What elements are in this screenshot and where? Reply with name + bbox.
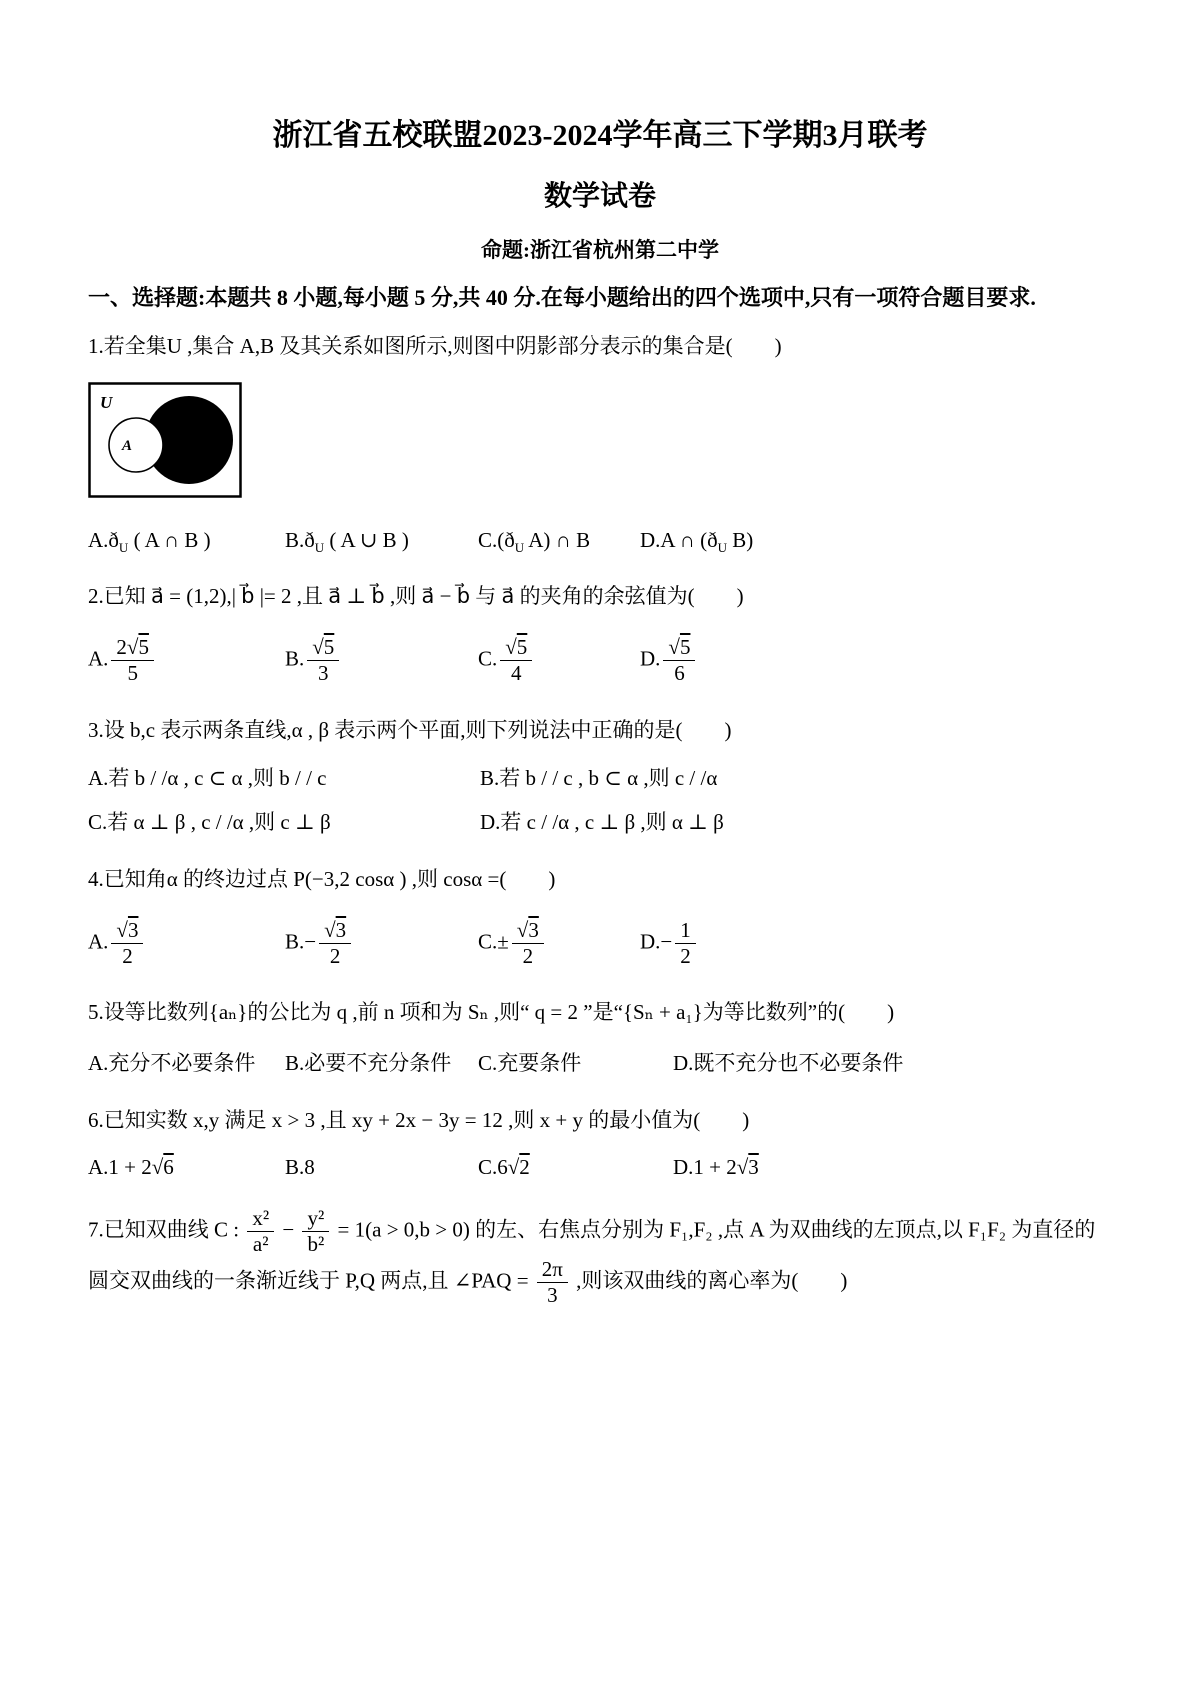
question-6 — [88, 1103, 1112, 1180]
doc-subtitle: 数学试卷 — [543, 181, 656, 212]
option-c: C.± $\frac{√3}{2}$ — [478, 918, 640, 969]
option-a: A.若 b / /α , c ⊂ α ,则 b / / c — [88, 766, 327, 791]
option-d: D.既不充分也不必要条件 — [673, 1050, 904, 1075]
question-3 — [88, 713, 1112, 837]
question-1-options — [88, 528, 1112, 556]
venn-set-a-circle — [109, 418, 163, 472]
question-5-stem: 5.设等比数列{aₙ}的公比为 q ,前 n 项和为 Sₙ ,则“ q = 2 ”是“{Sₙ + a₁}为等比数列”的( ) — [88, 1000, 895, 1025]
question-3-options-row-1 — [88, 762, 1112, 792]
proposer-line: 命题:浙江省杭州第二中学 — [481, 237, 719, 262]
venn-universe-label: U — [100, 393, 113, 413]
option-d: D.− $\frac{1}{2}$ — [640, 918, 699, 969]
question-4 — [88, 862, 1112, 969]
question-5 — [88, 995, 1112, 1077]
section-header: 一、选择题:本题共 8 小题,每小题 5 分,共 40 分.在每小题给出的四个选项中,只有一项符合题目要求. — [88, 284, 1036, 310]
option-c: C. $\frac{√5}{4}$ — [478, 635, 640, 686]
question-2 — [88, 579, 1112, 686]
option-a: A.充分不必要条件 — [88, 1050, 256, 1075]
option-a: A.1 + 2√6 — [88, 1154, 174, 1179]
option-a: A. $\frac{2√5}{5}$ — [88, 635, 285, 686]
option-d: D.若 c / /α , c ⊥ β ,则 α ⊥ β — [480, 810, 724, 835]
option-b: B.必要不充分条件 — [285, 1050, 452, 1075]
question-6-options — [88, 1155, 1112, 1180]
venn-set-a-label: A — [122, 438, 133, 455]
option-b: B.若 b / / c , b ⊂ α ,则 c / /α — [480, 766, 718, 791]
question-3-stem: 3.设 b,c 表示两条直线,α , β 表示两个平面,则下列说法中正确的是( ) — [88, 717, 732, 742]
question-1 — [88, 329, 1112, 554]
option-d: D. $\frac{√5}{6}$ — [640, 635, 698, 686]
question-2-stem: 2.已知 a⃗ = (1,2),| b⃗ |= 2 ,且 a⃗ ⊥ b⃗ ,则 a⃗ − b⃗ 与 a⃗ 的夹角的余弦值为( ) — [88, 584, 744, 609]
question-2-options — [88, 635, 1112, 686]
option-b: B.8 — [285, 1154, 315, 1179]
page-title: 浙江省五校联盟2023-2024学年高三下学期3月联考 — [272, 119, 928, 152]
option-b: $B.ð_U$ ( A ∪ B ) — [285, 528, 409, 556]
question-1-stem: 1.若全集U ,集合 A,B 及其关系如图所示,则图中阴影部分表示的集合是( ) — [88, 333, 782, 358]
question-6-stem: 6.已知实数 x,y 满足 x > 3 ,且 xy + 2x − 3y = 12 ,则 x + y 的最小值为( ) — [88, 1107, 750, 1132]
question-7 — [88, 1206, 1112, 1309]
option-c: C.6√2 — [478, 1154, 530, 1179]
question-4-stem: 4.已知角α 的终边过点 P(−3,2 cosα ) ,则 cosα =( ) — [88, 867, 556, 892]
option-c: C.若 α ⊥ β , c / /α ,则 c ⊥ β — [88, 810, 331, 835]
question-3-options-row-2 — [88, 806, 1112, 836]
venn-diagram — [88, 382, 242, 498]
option-d: D.1 + 2√3 — [673, 1154, 759, 1179]
option-b: B.− $\frac{√3}{2}$ — [285, 918, 478, 969]
question-7-stem: 7.已知双曲线 C : $\frac{\text{x²}}{\text{a²}}$ − $\frac{\text{y²}}{\text{b²}}$ = 1(a > 0,b > 0) 的左、右焦点分别为 F₁,F₂ ,点 A 为双曲线的左顶点,以 F₁F₂ 为直径的圆交双曲线的一条渐近线于 P,Q 两点,且 ∠PAQ = $\frac{2\pi}{3}$ ,则该双曲线的离心率为( ) — [88, 1205, 1096, 1308]
option-c: $C.(ð_U$ A) ∩ B — [478, 528, 591, 556]
option-a: $A.ð_U$ ( A ∩ B ) — [88, 528, 211, 556]
question-4-options — [88, 918, 1112, 969]
option-c: C.充要条件 — [478, 1050, 582, 1075]
option-b: B. $\frac{√5}{3}$ — [285, 635, 478, 686]
question-5-options — [88, 1047, 1112, 1077]
option-d: D.A ∩ ($ð_U$ B) — [640, 528, 754, 556]
option-a: A. $\frac{√3}{2}$ — [88, 918, 285, 969]
